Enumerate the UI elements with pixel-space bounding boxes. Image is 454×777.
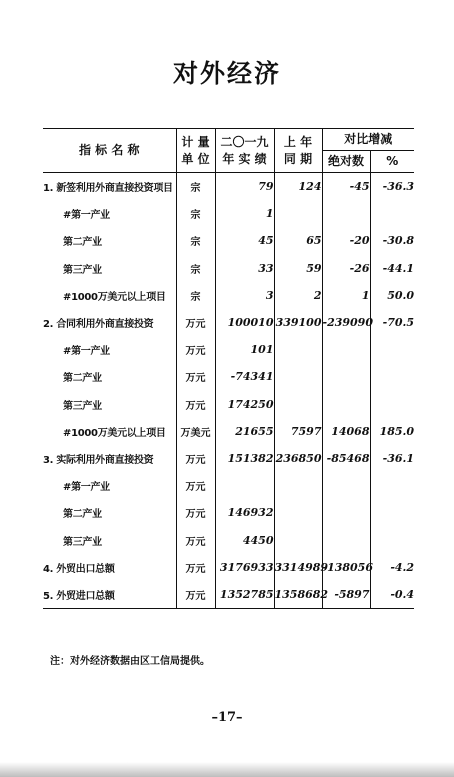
header-pct: % <box>370 151 414 173</box>
header-unit-line1: 计 量 <box>181 134 210 149</box>
row-name: 3. 实际利用外商直接投资 <box>43 454 154 466</box>
header-abs: 绝对数 <box>322 151 370 173</box>
row-unit: 宗 <box>176 255 215 282</box>
row-prev: 1358682 <box>274 581 322 609</box>
row-unit: 万元 <box>176 554 215 581</box>
row-current: 100010 <box>215 309 274 336</box>
row-name: 第三产业 <box>63 536 102 548</box>
row-unit: 万元 <box>176 472 215 499</box>
row-pct <box>370 391 414 418</box>
table-row <box>43 282 414 309</box>
page-title: 对外经济 <box>172 59 281 88</box>
row-prev <box>274 336 322 363</box>
bottom-shadow-bar <box>0 762 454 777</box>
header-current-line2: 年 实 绩 <box>222 151 267 166</box>
row-name: 4. 外贸出口总额 <box>43 563 115 575</box>
row-pct <box>370 336 414 363</box>
row-pct <box>370 526 414 553</box>
row-current: 3176933 <box>215 554 274 581</box>
row-pct: -0.4 <box>370 581 414 609</box>
row-pct: 185.0 <box>370 418 414 445</box>
row-prev: 3314989 <box>274 554 322 581</box>
row-current: 79 <box>215 173 274 201</box>
row-prev: 236850 <box>274 445 322 472</box>
table-row <box>43 581 414 609</box>
row-abs <box>322 499 370 526</box>
table-row <box>43 336 414 363</box>
row-unit: 万美元 <box>176 418 215 445</box>
row-unit: 宗 <box>176 173 215 201</box>
row-abs <box>322 336 370 363</box>
header-current-line1: 二〇一九 <box>220 134 269 149</box>
row-abs: -20 <box>322 227 370 254</box>
row-name: #1000万美元以上项目 <box>63 291 166 303</box>
row-prev: 65 <box>274 227 322 254</box>
row-current: 4450 <box>215 526 274 553</box>
row-abs: -239090 <box>322 309 370 336</box>
row-name: 第二产业 <box>63 509 102 521</box>
row-pct: -30.8 <box>370 227 414 254</box>
row-abs: 14068 <box>322 418 370 445</box>
row-current: 146932 <box>215 499 274 526</box>
row-unit: 万元 <box>176 336 215 363</box>
row-name: 5. 外贸进口总额 <box>43 590 115 602</box>
row-name: #第一产业 <box>63 482 110 494</box>
row-pct: -4.2 <box>370 554 414 581</box>
row-abs: -85468 <box>322 445 370 472</box>
header-prev-line1: 上 年 <box>283 134 313 149</box>
row-name: #1000万美元以上项目 <box>63 427 166 439</box>
header-unit-line2: 单 位 <box>181 151 210 166</box>
row-unit: 万元 <box>176 363 215 390</box>
row-pct: 50.0 <box>370 282 414 309</box>
row-abs: -138056 <box>322 554 370 581</box>
row-current: 1 <box>215 200 274 227</box>
table-row <box>43 472 414 499</box>
table-row <box>43 309 414 336</box>
row-prev <box>274 200 322 227</box>
row-prev <box>274 472 322 499</box>
foreign-economy-table <box>43 128 414 609</box>
row-name: #第一产业 <box>63 346 110 358</box>
row-unit: 宗 <box>176 282 215 309</box>
row-pct <box>370 363 414 390</box>
row-prev: 124 <box>274 173 322 201</box>
row-current: 151382 <box>215 445 274 472</box>
header-prev-line2: 同 期 <box>283 151 313 166</box>
row-abs: -5897 <box>322 581 370 609</box>
row-prev <box>274 526 322 553</box>
row-current: -74341 <box>215 363 274 390</box>
header-compare: 对比增减 <box>322 129 414 151</box>
row-prev: 59 <box>274 255 322 282</box>
table-row <box>43 363 414 390</box>
row-prev: 339100 <box>274 309 322 336</box>
row-name: 2. 合同利用外商直接投资 <box>43 319 154 331</box>
row-prev: 2 <box>274 282 322 309</box>
header-indicator: 指 标 名 称 <box>78 143 140 157</box>
row-pct: -36.1 <box>370 445 414 472</box>
row-abs <box>322 472 370 499</box>
row-pct <box>370 200 414 227</box>
row-pct: -70.5 <box>370 309 414 336</box>
row-pct <box>370 472 414 499</box>
row-current: 33 <box>215 255 274 282</box>
row-abs <box>322 391 370 418</box>
row-name: 第三产业 <box>63 264 102 276</box>
row-name: 第三产业 <box>63 400 102 412</box>
row-current: 45 <box>215 227 274 254</box>
table-row <box>43 445 414 472</box>
row-current: 174250 <box>215 391 274 418</box>
page-number: –17– <box>211 710 243 725</box>
row-unit: 万元 <box>176 309 215 336</box>
row-unit: 万元 <box>176 581 215 609</box>
row-unit: 万元 <box>176 445 215 472</box>
row-abs <box>322 200 370 227</box>
row-name: 第二产业 <box>63 237 102 249</box>
row-prev <box>274 391 322 418</box>
row-current: 101 <box>215 336 274 363</box>
table-header <box>43 129 414 173</box>
row-prev <box>274 363 322 390</box>
table-row <box>43 499 414 526</box>
row-current: 3 <box>215 282 274 309</box>
header-unit <box>176 129 215 173</box>
row-name: 第二产业 <box>63 373 102 385</box>
row-name: 1. 新签利用外商直接投资项目 <box>43 183 173 195</box>
table-body <box>43 173 414 609</box>
table-row <box>43 173 414 201</box>
row-pct: -36.3 <box>370 173 414 201</box>
row-pct <box>370 499 414 526</box>
table-row <box>43 526 414 553</box>
row-current: 21655 <box>215 418 274 445</box>
table-row <box>43 418 414 445</box>
row-unit: 万元 <box>176 526 215 553</box>
row-unit: 万元 <box>176 499 215 526</box>
table-row <box>43 391 414 418</box>
row-current: 1352785 <box>215 581 274 609</box>
row-pct: -44.1 <box>370 255 414 282</box>
row-abs: -45 <box>322 173 370 201</box>
table-row <box>43 200 414 227</box>
row-abs <box>322 526 370 553</box>
row-abs <box>322 363 370 390</box>
row-name: #第一产业 <box>63 210 110 222</box>
footnote: 注：对外经济数据由区工信局提供。 <box>50 656 210 667</box>
table-row <box>43 227 414 254</box>
row-prev: 7597 <box>274 418 322 445</box>
table-row <box>43 554 414 581</box>
row-abs: -26 <box>322 255 370 282</box>
header-current <box>215 129 274 173</box>
table-row <box>43 255 414 282</box>
row-prev <box>274 499 322 526</box>
header-prev <box>274 129 322 173</box>
row-unit: 万元 <box>176 391 215 418</box>
row-current <box>215 472 274 499</box>
row-unit: 宗 <box>176 200 215 227</box>
row-unit: 宗 <box>176 227 215 254</box>
row-abs: 1 <box>322 282 370 309</box>
